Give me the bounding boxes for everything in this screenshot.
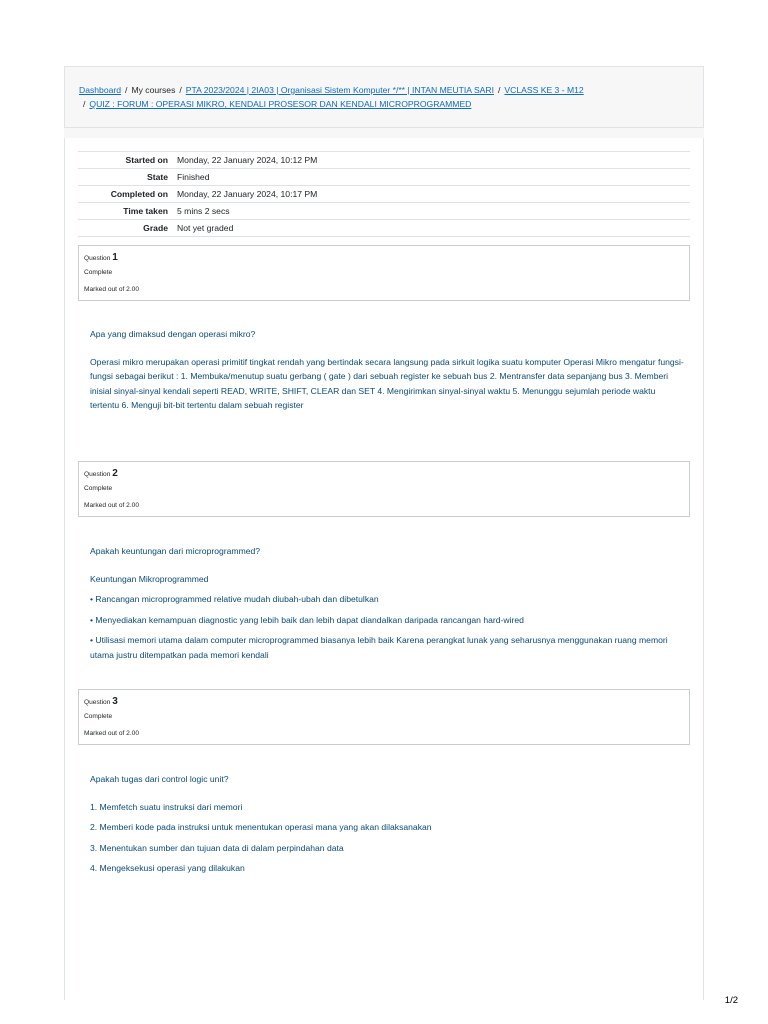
summary-row-completed [78,186,690,203]
started-value: Monday, 22 January 2024, 10:12 PM [177,155,318,165]
question-text: Apakah tugas dari control logic unit? [90,774,229,784]
question-number [84,468,118,479]
breadcrumb-separator: / [498,85,501,95]
question-state: Complete [84,269,113,276]
answer-item: 2. Memberi kode pada instruksi untuk menentukan operasi mana yang akan dilaksanakan [90,822,432,832]
question-number-value: 1 [112,252,118,263]
answer-item: • Utilisasi memori utama dalam computer microprogrammed biasanya lebih baik Karena perangkat lunak yang seharusnya menggunakan ruang memori utama justru ditempatkan pada memori kendali [90,635,668,660]
answer-item: • Rancangan microprogrammed relative mudah diubah-ubah dan dibetulkan [90,594,379,604]
question-number-value: 2 [112,468,118,479]
summary-row-state [78,169,690,186]
grade-value: Not yet graded [177,223,234,233]
time-taken-label: Time taken [123,206,168,216]
time-taken-value: 5 mins 2 secs [177,206,230,216]
breadcrumb-my-courses: My courses [131,85,176,95]
question-grade: Marked out of 2.00 [84,730,139,737]
question-prefix: Question [84,471,111,478]
answer-item: 4. Mengeksekusi operasi yang dilakukan [90,863,245,873]
completed-label: Completed on [110,189,168,199]
grade-label: Grade [143,223,168,233]
question-number [84,252,118,263]
summary-row-grade [78,220,690,237]
breadcrumb-separator: / [179,85,182,95]
question-info-box [78,461,690,517]
question-content [90,544,686,662]
question-grade: Marked out of 2.00 [84,286,139,293]
question-number-value: 3 [112,696,118,707]
question-info-box [78,689,690,745]
question-content [90,327,686,413]
answer-item: 3. Menentukan sumber dan tujuan data di dalam perpindahan data [90,842,344,853]
breadcrumb-separator: / [83,99,86,109]
question-text: Apa yang dimaksud dengan operasi mikro? [90,329,256,339]
question-prefix: Question [84,255,111,262]
question-info-box [78,245,690,301]
breadcrumb-card [64,66,704,128]
question-state: Complete [84,485,113,492]
breadcrumb-dashboard-link[interactable]: Dashboard [79,85,122,95]
question-prefix: Question [84,699,111,706]
breadcrumb-quiz-link[interactable]: QUIZ : FORUM : OPERASI MIKRO, KENDALI PROSESOR DAN KENDALI MICROPROGRAMMED [89,99,472,109]
page-number: 1/2 [724,995,738,1006]
state-value: Finished [177,172,210,182]
attempt-summary-table [78,151,690,237]
completed-value: Monday, 22 January 2024, 10:17 PM [177,189,318,199]
question-number [84,696,118,707]
answer-item: 1. Memfetch suatu instruksi dari memori [90,801,243,812]
question-text: Apakah keuntungan dari microprogrammed? [90,546,261,556]
summary-row-started [78,152,690,169]
question-content [90,772,686,876]
question-state: Complete [84,713,113,720]
breadcrumb-course-link[interactable]: PTA 2023/2024 | 2IA03 | Organisasi Sistem Komputer */** | INTAN MEUTIA SARI [185,85,495,95]
breadcrumb [79,83,679,111]
answer-title: Keuntungan Mikroprogrammed [90,573,209,584]
question-grade: Marked out of 2.00 [84,502,139,509]
started-label: Started on [125,155,168,165]
breadcrumb-section-link[interactable]: VCLASS KE 3 - M12 [504,85,584,95]
state-label: State [146,172,168,182]
answer-text: Operasi mikro merupakan operasi primitif tingkat rendah yang bertindak secara langsung pada sirkuit logika suatu komputer Operasi Mikro mengatur fungsi-fungsi sebagai berikut : 1. Membuka/menutup suatu gerbang ( gate ) dari sebuah register ke sebuah bus 2. Mentransfer data sepanjang bus 3. Memberi inisial sinyal-sinyal kendali seperti READ, WRITE, SHIFT, CLEAR dan SET 4. Mengirimkan sinyal-sinyal waktu 5. Menunggu sejumlah periode waktu tertentu 6. Menguji bit-bit tertentu dalam sebuah register [90,356,684,410]
breadcrumb-separator: / [125,85,128,95]
answer-item: • Menyediakan kemampuan diagnostic yang lebih baik dan lebih dapat diandalkan daripada rancangan hard-wired [90,614,524,625]
summary-row-time [78,203,690,220]
